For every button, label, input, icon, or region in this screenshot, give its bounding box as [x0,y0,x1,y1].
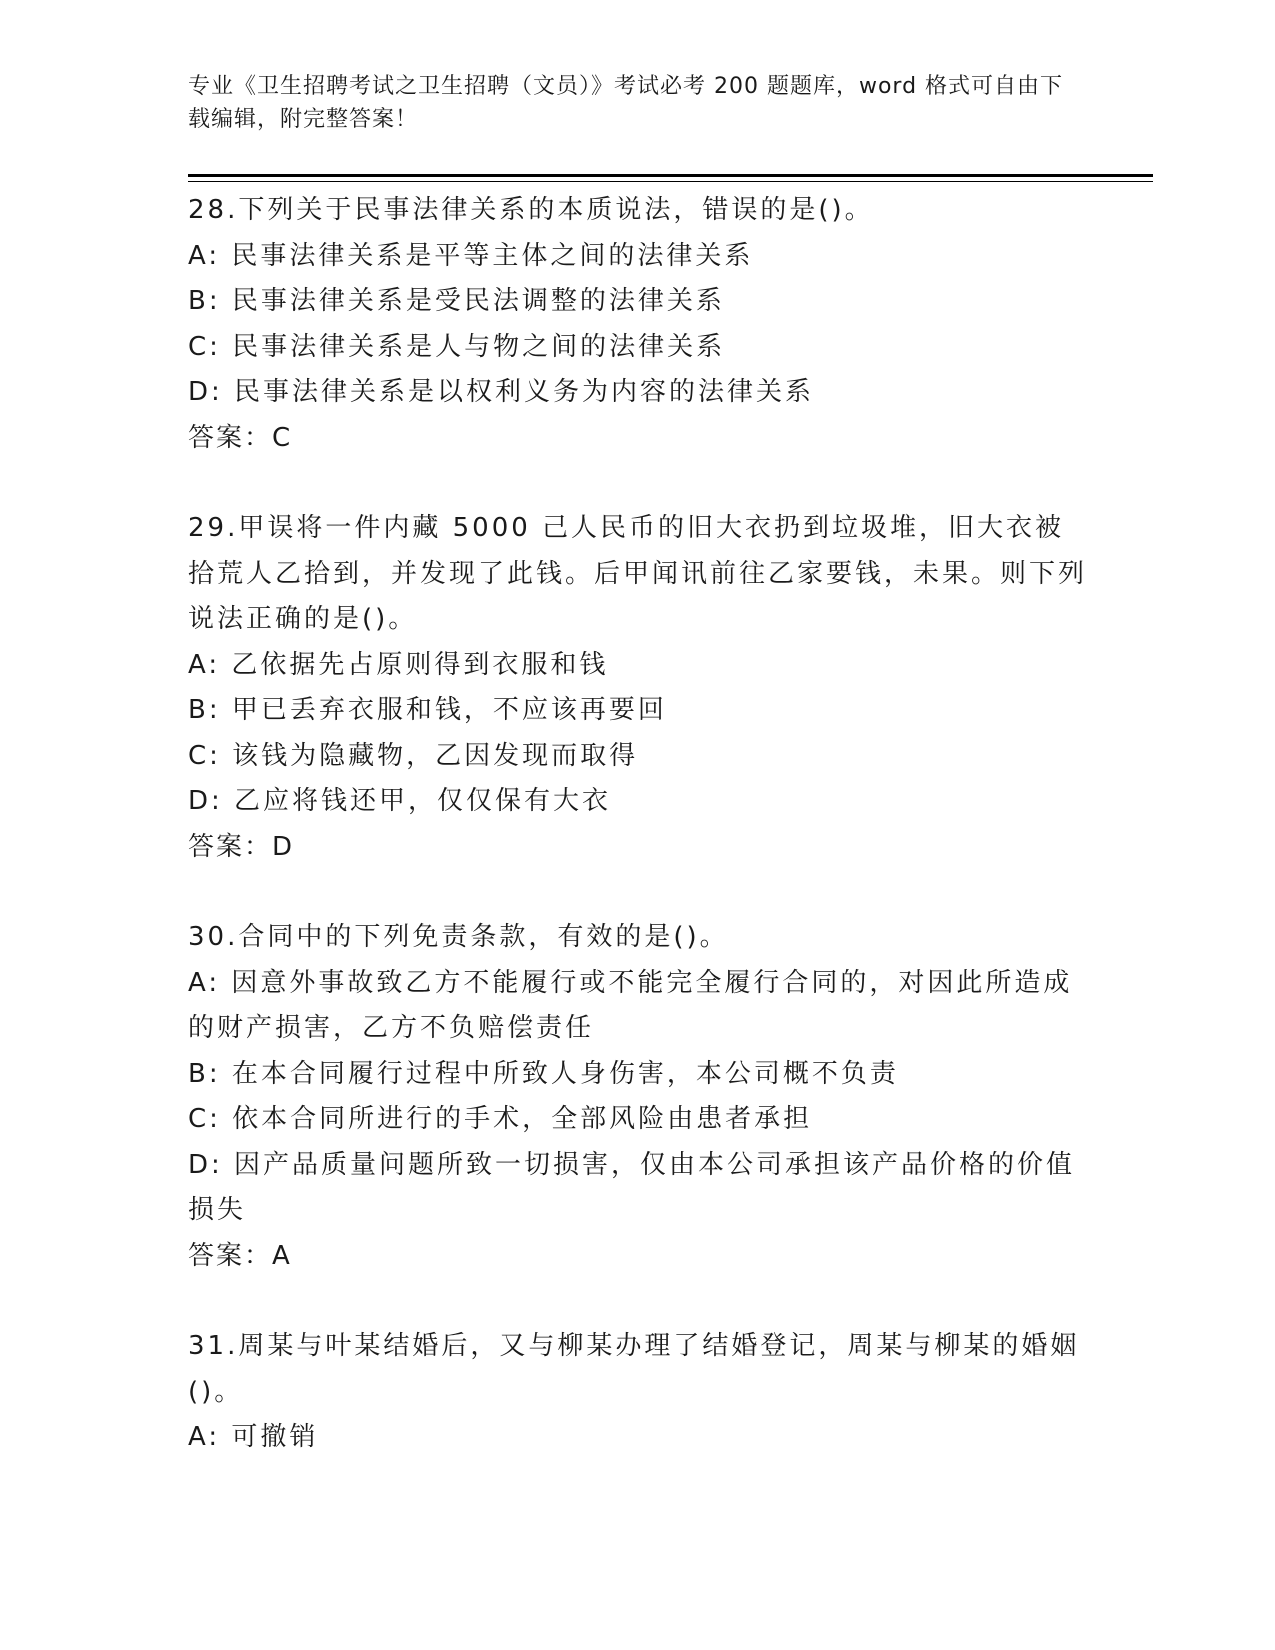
option-b: B: 民事法律关系是受民法调整的法律关系 [188,286,725,316]
question-list [188,188,1088,1506]
option-c: C: 依本合同所进行的手术，全部风险由患者承担 [188,1104,813,1134]
header-rule-thick [188,174,1153,177]
question-29 [188,506,1088,870]
question-28 [188,188,1088,461]
option-a: A: 因意外事故致乙方不能履行或不能完全履行合同的，对因此所造成的财产损害，乙方不负赔偿责任 [188,967,1073,1043]
option-d: D: 乙应将钱还甲，仅仅保有大衣 [188,786,612,816]
option-a: A: 民事法律关系是平等主体之间的法律关系 [188,240,754,271]
document-header: 专业《卫生招聘考试之卫生招聘（文员）》考试必考 200 题题库，word 格式可自由下载编辑，附完整答案！ [188,74,1064,132]
option-b: B: 甲已丢弃衣服和钱，不应该再要回 [188,695,667,725]
option-c: C: 民事法律关系是人与物之间的法律关系 [188,331,726,362]
option-c: C: 该钱为隐藏物，乙因发现而取得 [188,740,639,771]
answer-line: 答案：C [188,422,293,453]
option-d: D: 民事法律关系是以权利义务为内容的法律关系 [188,377,815,407]
question-stem: 29.甲误将一件内藏 5000 己人民币的旧大衣扔到垃圾堆，旧大衣被拾荒人乙拾到，并发现了此钱。后甲闻讯前往乙家要钱，未果。则下列说法正确的是()。 [188,513,1088,634]
question-stem: 31.周某与叶某结婚后，又与柳某办理了结婚登记，周某与柳某的婚姻()。 [188,1331,1080,1407]
question-30 [188,915,1088,1279]
option-b: B: 在本合同履行过程中所致人身伤害，本公司概不负责 [188,1058,899,1089]
option-d: D: 因产品质量问题所致一切损害，仅由本公司承担该产品价格的价值损失 [188,1149,1076,1225]
header-rule-thin [188,181,1153,182]
option-a: A: 乙依据先占原则得到衣服和钱 [188,649,609,680]
question-stem: 28.下列关于民事法律关系的本质说法，错误的是()。 [188,195,874,225]
answer-line: 答案：D [188,831,295,862]
question-31 [188,1324,1088,1461]
option-a: A: 可撤销 [188,1422,319,1452]
question-stem: 30.合同中的下列免责条款，有效的是()。 [188,922,729,952]
answer-line: 答案：A [188,1240,292,1271]
